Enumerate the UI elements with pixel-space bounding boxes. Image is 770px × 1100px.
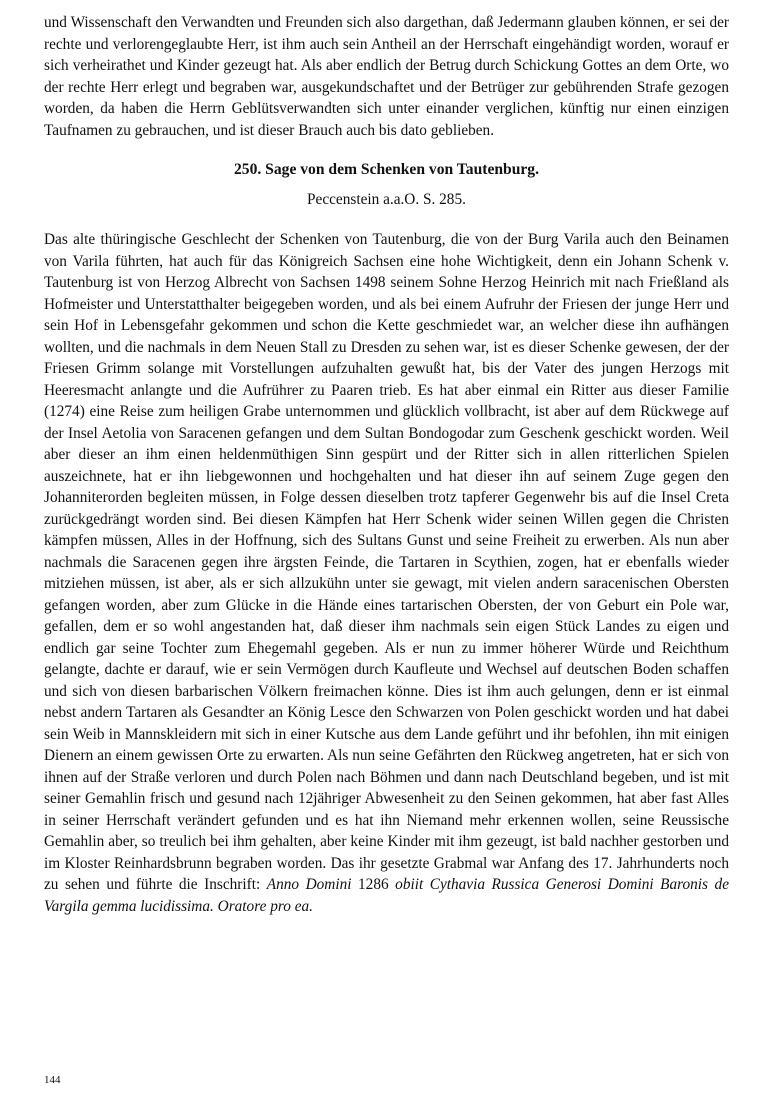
inscription-year: 1286: [351, 876, 396, 893]
source-citation: Peccenstein a.a.O. S. 285.: [307, 191, 466, 208]
page-number: 144: [44, 1074, 61, 1086]
main-paragraph-text: Das alte thüringische Geschlecht der Schenken von Tautenburg, die von der Burg Varila auch den Beinamen von Varila führten, hat auch für das Königreich Sachsen eine hohe Wichtigkeit, denn ein Johann Schenk v. Tautenburg ist von Herzog Albrecht von Sachsen 1498 seinem Sohne Herzog Heinrich mit nach Frießland als Hofmeister und Unterstatthalter beigegeben worden, und als bei einem Aufruhr der Friesen der junge Herr und sein Hof in Lebensgefahr gekommen und schon die Kette geschmiedet war, an welcher diese ihn aufhängen wollten, und die nachmals in dem Neuen Stall zu Dresden zu sehen war, ist es dieser Schenke gewesen, der der Friesen Grimm solange mit Vorstellungen aufzuhalten gewußt hat, bis der Vater des jungen Herzogs mit Heeresmacht anlangte und die Aufrührer zu Paaren trieb. Es hat aber einmal ein Ritter aus dieser Familie (1274) eine Reise zum heiligen Grabe unternommen und glücklich vollbracht, ist aber auf dem Rückwege auf der Insel Aetolia von Saracenen gefangen und dem Sultan Bondogodar zum Geschenk geschickt worden. Weil aber dieser an ihm einen heldenmüthigen Sinn gespürt und der Ritter sich in allen ritterlichen Spielen auszeichnete, hat er ihn liebgewonnen und hochgehalten und hat dieser ihn auf seinem Zuge gegen den Johanniterorden begleiten müssen, in Folge dessen dieselben trotz tapferer Gegenwehr bis auf die Insel Creta zurückgedrängt worden sind. Bei diesen Kämpfen hat Herr Schenk wider seinen Willen gegen die Christen kämpfen müssen, Alles in der Hoffnung, sich des Sultans Gunst und seine Freiheit zu erwerben. Als nun aber nachmals die Saracenen gegen ihre ärgsten Feinde, die Tartaren in Scythien, zogen, hat er ebenfalls wieder mitziehen müssen, ist aber, als er sich allzukühn unter sie gewagt, mit vielen andern saracenischen Obersten gefangen worden, aber zum Glücke in die Hände eines tartarischen Obersten, der von Geburt ein Pole war, gefallen, dem er so wohl angestanden hat, daß dieser ihm nachmals sein eigen Stück Landes zu eigen und endlich gar seine Tochter zum Ehegemahl gegeben. Als er nun zu immer höherer Würde und Reichthum gelangte, dachte er darauf, wie er sein Vermögen durch Kaufleute und Wechsel auf deutschen Boden schaffen und sich von diesen barbarischen Völkern freimachen könne. Dies ist ihm auch gelungen, denn er ist einmal nebst andern Tartaren als Gesandter an König Lesce den Schwarzen von Polen geschickt worden und hat dabei sein Weib in Mannskleidern mit sich in einer Kutsche aus dem Lande geführt und ihr befohlen, ihn mit einigen Dienern an einem gewissen Orte zu erwarten. Als nun seine Gefährten den Rückweg angetreten, hat er sich von ihnen auf der Straße verloren und durch Polen nach Böhmen und dann nach Deutschland begeben, und ist mit seiner Gemahlin frisch und gesund nach 12jähriger Abwesenheit zu den Seinen gekommen, hat aber fast Alles in seiner Herrschaft verändert gefunden und es hat ihn Niemand mehr erkennen wollen, seine Reussische Gemahlin aber, so treulich bei ihm gehalten, aber keine Kinder mit ihm gezeugt, ist bald nachher gestorben und im Kloster Reinhardsbrunn begraben worden. Das ihr gesetzte Grabmal war Anfang des 17. Jahrhunderts noch zu sehen und führte die Inschrift:: [44, 231, 729, 893]
section-title: 250. Sage von dem Schenken von Tautenburg.: [233, 161, 539, 178]
intro-paragraph: und Wissenschaft den Verwandten und Freunden sich also dargethan, daß Jedermann glauben können, er sei der rechte und verlorengeglaubte Herr, ist ihm auch sein Antheil an der Herrschaft eingehändigt worden, worauf er sich verheirathet und Kinder gezeugt hat. Als aber endlich der Betrug durch Schickung Gottes an dem Orte, wo der rechte Herr erlegt und begraben war, ausgekundschaftet und der Betrüger zur gebührenden Strafe gezogen worden, da haben die Herrn Geblütsverwandten sich unter einander verglichen, künftig nur einen einzigen Taufnamen zu gebrauchen, und ist dieser Brauch auch bis dato geblieben.: [44, 14, 729, 139]
document-page: [44, 12, 729, 917]
inscription-part-2: obiit Cythavia Russica Generosi Domini Baronis de Vargila gemma lucidissima. Oratore pro ea.: [44, 876, 729, 915]
inscription-part-1: Anno Domini: [266, 876, 352, 893]
main-paragraph: [44, 229, 729, 917]
